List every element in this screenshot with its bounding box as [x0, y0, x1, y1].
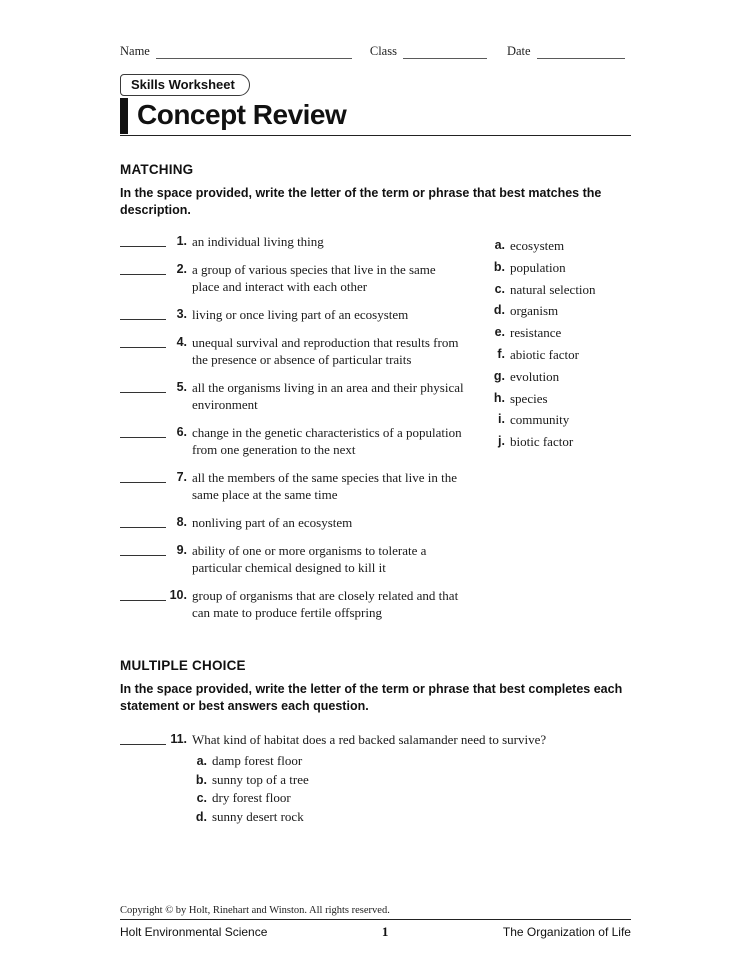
date-blank: [537, 44, 625, 59]
item-number: 5.: [176, 380, 187, 394]
option-text: population: [510, 259, 566, 275]
matching-item-5: [120, 379, 465, 413]
option-letter: f.: [497, 346, 505, 361]
footer-book-title: Holt Environmental Science: [120, 925, 268, 939]
choice-b: [192, 771, 631, 790]
item-text: nonliving part of an ecosystem: [192, 515, 353, 530]
date-label: Date: [506, 44, 531, 58]
matching-item-2: [120, 261, 465, 295]
choice-text: damp forest floor: [212, 753, 303, 768]
matching-item-6: [120, 424, 465, 458]
multiple-choice-instructions: In the space provided, write the letter of the term or phrase that best completes each statement or best answers each question.: [120, 682, 623, 713]
item-number: 3.: [176, 307, 187, 321]
matching-item-9: [120, 542, 465, 576]
choice-d: [192, 808, 631, 827]
question-number: 11.: [170, 732, 187, 746]
footer-row: [120, 924, 631, 940]
item-text: unequal survival and reproduction that results from the presence or absence of particular traits: [192, 335, 459, 367]
matching-instructions: In the space provided, write the letter of the term or phrase that best matches the description.: [120, 186, 602, 217]
answer-blank: [120, 542, 166, 556]
question-text: What kind of habitat does a red backed salamander need to survive?: [192, 732, 547, 747]
answer-blank: [120, 261, 166, 275]
item-number: 6.: [176, 425, 187, 439]
name-blank: [156, 44, 352, 59]
option-letter: b.: [493, 259, 505, 274]
answer-blank: [120, 306, 166, 320]
item-text: ability of one or more organisms to tolerate a particular chemical designed to kill it: [192, 543, 427, 575]
matching-section: [120, 233, 631, 632]
choice-letter: a.: [196, 754, 207, 768]
matching-item-10: [120, 587, 465, 621]
item-number: 9.: [176, 543, 187, 557]
answer-blank: [120, 334, 166, 348]
option-text: abiotic factor: [510, 346, 579, 362]
copyright-text: Copyright © by Holt, Rinehart and Winston. All rights reserved.: [120, 905, 390, 916]
page-content: [120, 44, 631, 826]
answer-blank: [120, 379, 166, 393]
page-title: Concept Review: [137, 99, 347, 130]
option-letter: i.: [498, 412, 505, 427]
question-11: [120, 731, 631, 748]
option-a: [490, 235, 596, 257]
option-e: [490, 322, 596, 344]
item-text: change in the genetic characteristics of a population from one generation to the next: [192, 425, 462, 457]
answer-blank: [120, 731, 166, 745]
answer-blank: [120, 424, 166, 438]
item-number: 1.: [176, 234, 187, 248]
answer-blank: [120, 469, 166, 483]
item-number: 7.: [176, 470, 187, 484]
option-letter: a.: [494, 238, 505, 252]
item-text: a group of various species that live in the same place and interact with each other: [192, 262, 436, 294]
class-label: Class: [369, 44, 397, 58]
item-text: group of organisms that are closely related and that can mate to produce fertile offspring: [192, 588, 459, 620]
question-11-choices: [192, 752, 631, 826]
option-b: [490, 257, 596, 279]
option-text: community: [510, 412, 570, 428]
option-text: species: [510, 390, 548, 406]
option-i: [490, 409, 596, 431]
page-footer: [120, 905, 631, 940]
item-text: living or once living part of an ecosystem: [192, 307, 409, 322]
answer-blank: [120, 233, 166, 247]
item-text: all the members of the same species that live in the same place at the same time: [192, 470, 457, 502]
choice-text: dry forest floor: [212, 790, 291, 805]
option-letter: h.: [493, 390, 505, 405]
matching-heading: MATCHING: [120, 162, 194, 177]
matching-item-3: [120, 306, 465, 323]
choice-text: sunny top of a tree: [212, 771, 309, 787]
choice-text: sunny desert rock: [212, 808, 304, 824]
option-letter: e.: [494, 325, 505, 340]
option-text: ecosystem: [510, 238, 565, 253]
name-label: Name: [120, 44, 150, 58]
choice-c: [192, 789, 631, 808]
option-text: resistance: [510, 325, 562, 341]
item-number: 10.: [169, 588, 187, 602]
class-blank: [403, 44, 487, 59]
option-letter: c.: [494, 281, 505, 296]
matching-item-1: [120, 233, 465, 250]
item-number: 8.: [176, 515, 187, 529]
option-f: [490, 344, 596, 366]
title-divider: [120, 135, 631, 136]
matching-item-7: [120, 469, 465, 503]
option-g: [490, 366, 596, 388]
footer-page-number: 1: [381, 924, 389, 939]
title-accent-bar: [120, 98, 128, 134]
matching-options: [465, 233, 596, 632]
option-text: organism: [510, 303, 559, 319]
matching-item-4: [120, 334, 465, 368]
option-text: biotic factor: [510, 434, 574, 450]
option-letter: j.: [498, 434, 505, 449]
title-block: [120, 98, 631, 134]
option-text: natural selection: [510, 281, 596, 297]
item-number: 2.: [176, 262, 187, 276]
choice-letter: d.: [195, 809, 207, 824]
item-text: an individual living thing: [192, 234, 324, 249]
answer-blank: [120, 514, 166, 528]
answer-blank: [120, 587, 166, 601]
choice-letter: b.: [195, 772, 207, 787]
footer-divider: [120, 919, 631, 920]
option-letter: g.: [493, 368, 505, 383]
matching-items: [120, 233, 465, 632]
option-d: [490, 300, 596, 322]
option-letter: d.: [493, 303, 505, 318]
item-number: 4.: [176, 335, 187, 349]
footer-chapter-title: The Organization of Life: [502, 925, 631, 939]
worksheet-type-badge: Skills Worksheet: [120, 74, 250, 96]
item-text: all the organisms living in an area and their physical environment: [192, 380, 464, 412]
option-h: [490, 388, 596, 410]
matching-item-8: [120, 514, 465, 531]
option-j: [490, 431, 596, 453]
choice-a: [192, 752, 631, 771]
choice-letter: c.: [196, 791, 207, 805]
multiple-choice-heading: MULTIPLE CHOICE: [120, 658, 246, 673]
option-c: [490, 279, 596, 301]
option-text: evolution: [510, 368, 560, 384]
name-class-date-row: [120, 44, 631, 59]
